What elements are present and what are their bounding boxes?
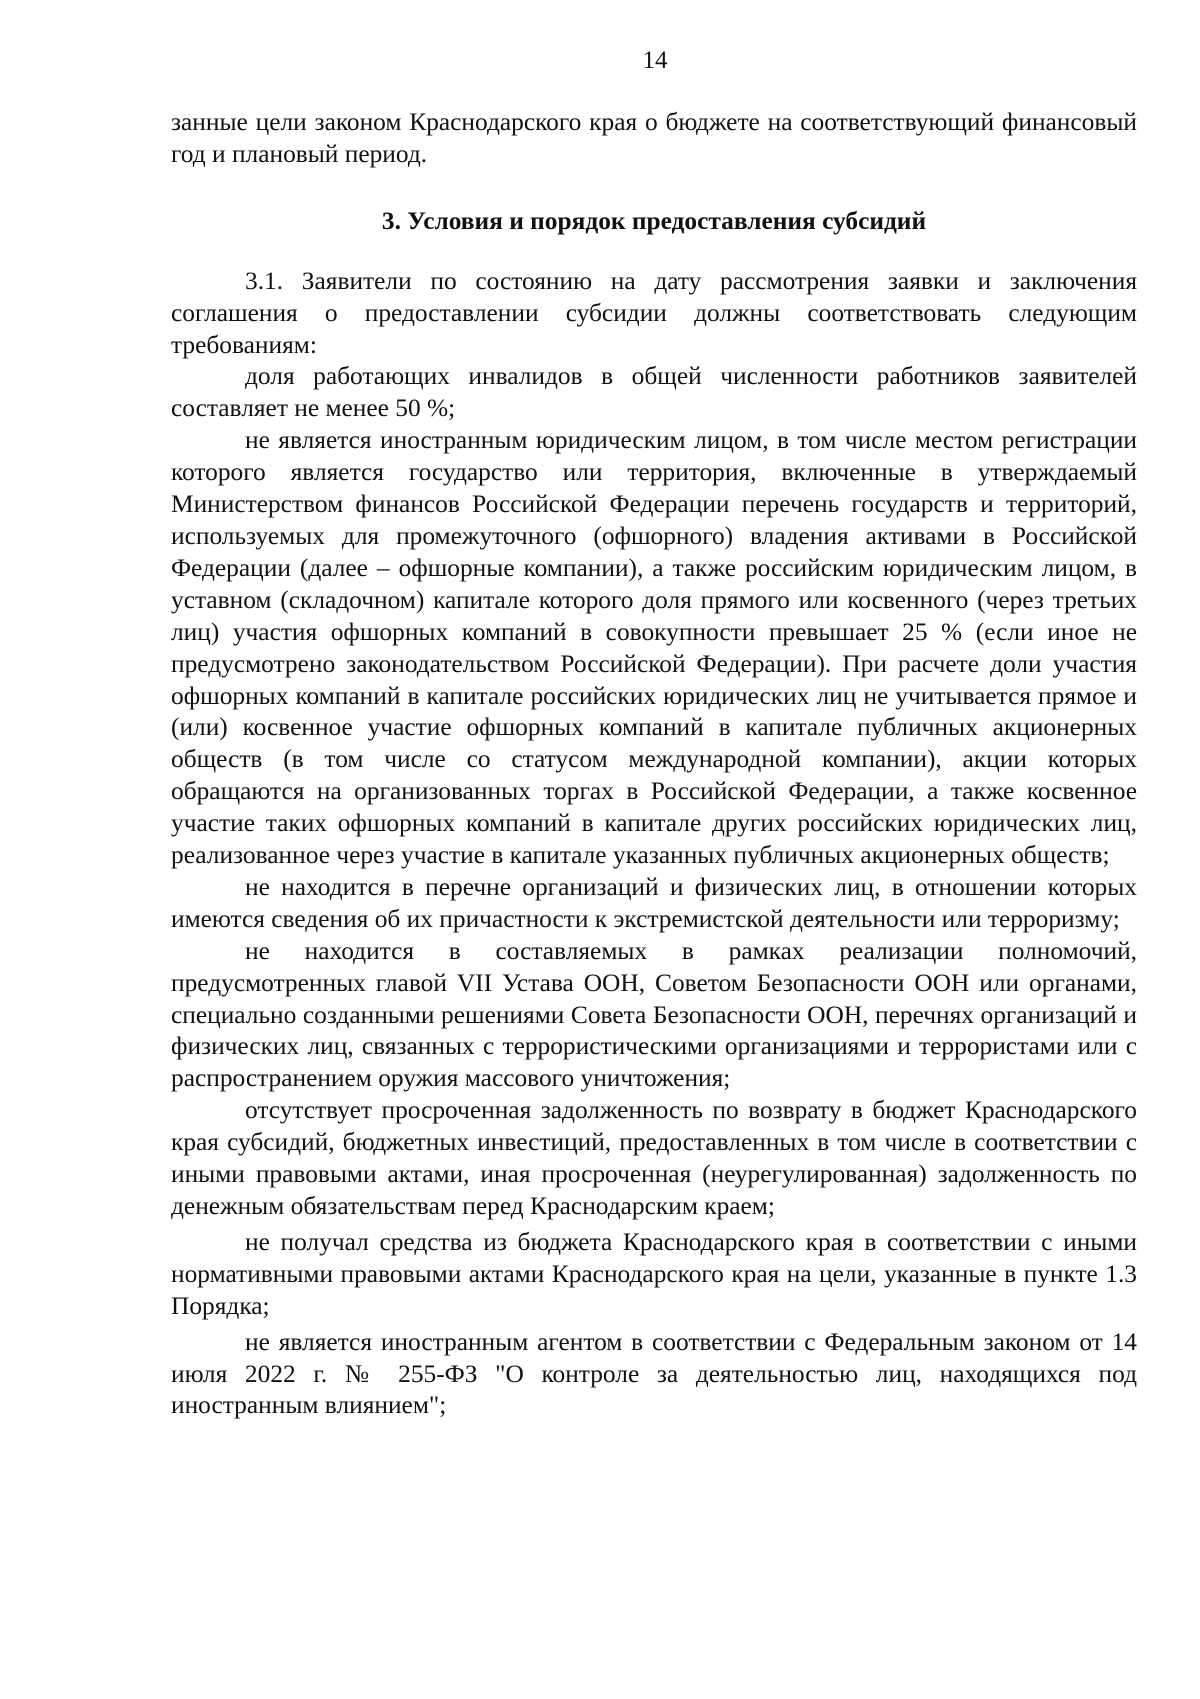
requirement-not-extremist-list: не находится в перечне организаций и физических лиц, в отношении которых имеются сведения об их причастности к экстремистской деятельности или терроризму;: [171, 872, 1137, 933]
requirement-disabled-share: доля работающих инвалидов в общей численности работников заявителей составляет не менее 50 %;: [171, 362, 1137, 423]
document-body: [171, 107, 1137, 1422]
page-number: 14: [642, 47, 668, 74]
section-title: 3. Условия и порядок предоставления субсидий: [381, 206, 927, 235]
requirement-not-foreign-entity: не является иностранным юридическим лицом, в том числе местом регистрации которого является государство или территория, включенные в утверждаемый Министерством финансов Российской Федерации перечень государств и территорий, используемых для промежуточного (офшорного) владения активами в Российской Федерации (далее – офшорные компании), а также российским юридическим лицом, в уставном (складочном) капитале которого доля прямого или косвенного (через третьих лиц) участия офшорных компаний в совокупности превышает 25 % (если иное не предусмотрено законодательством Российской Федерации). При расчете доли участия офшорных компаний в капитале российских юридических лиц не учитывается прямое и (или) косвенное участие офшорных компаний в капитале публичных акционерных обществ (в том числе со статусом международной компании), акции которых обращаются на организованных торгах в Российской Федерации, а также косвенное участие таких офшорных компаний в капитале других российских юридических лиц, реализованное через участие в капитале указанных публичных акционерных обществ;: [171, 426, 1137, 870]
continuation-paragraph: занные цели законом Краснодарского края о бюджете на соответствующий финансовый год и плановый период.: [171, 108, 1137, 168]
requirement-not-un-list: не находится в составляемых в рамках реализации полномочий, предусмотренных главой VII Устава ООН, Советом Безопасности ООН или органами, специально созданными решениями Совета Безопасности ООН, перечнях организаций и физических лиц, связанных с террористическими организациями и террористами или с распространением оружия массового уничтожения;: [171, 936, 1137, 1093]
requirement-no-overdue-debt: отсутствует просроченная задолженность по возврату в бюджет Краснодарского края субсидий, бюджетных инвестиций, предоставленных в том числе в соответствии с иными правовыми актами, иная просроченная (неурегулированная) задолженность по денежным обязательствам перед Краснодарским краем;: [171, 1096, 1137, 1220]
paragraph-3-1: 3.1. Заявители по состоянию на дату рассмотрения заявки и заключения соглашения о предоставлении субсидии должны соответствовать следующим требованиям:: [171, 266, 1137, 359]
requirement-no-other-funds: не получал средства из бюджета Краснодарского края в соответствии с иными нормативными правовыми актами Краснодарского края на цели, указанные в пункте 1.3 Порядка;: [171, 1227, 1137, 1320]
requirement-not-foreign-agent: не является иностранным агентом в соответствии с Федеральным законом от 14 июля 2022 г. № 255-ФЗ "О контроле за деятельностью лиц, находящихся под иностранным влиянием";: [171, 1327, 1137, 1420]
